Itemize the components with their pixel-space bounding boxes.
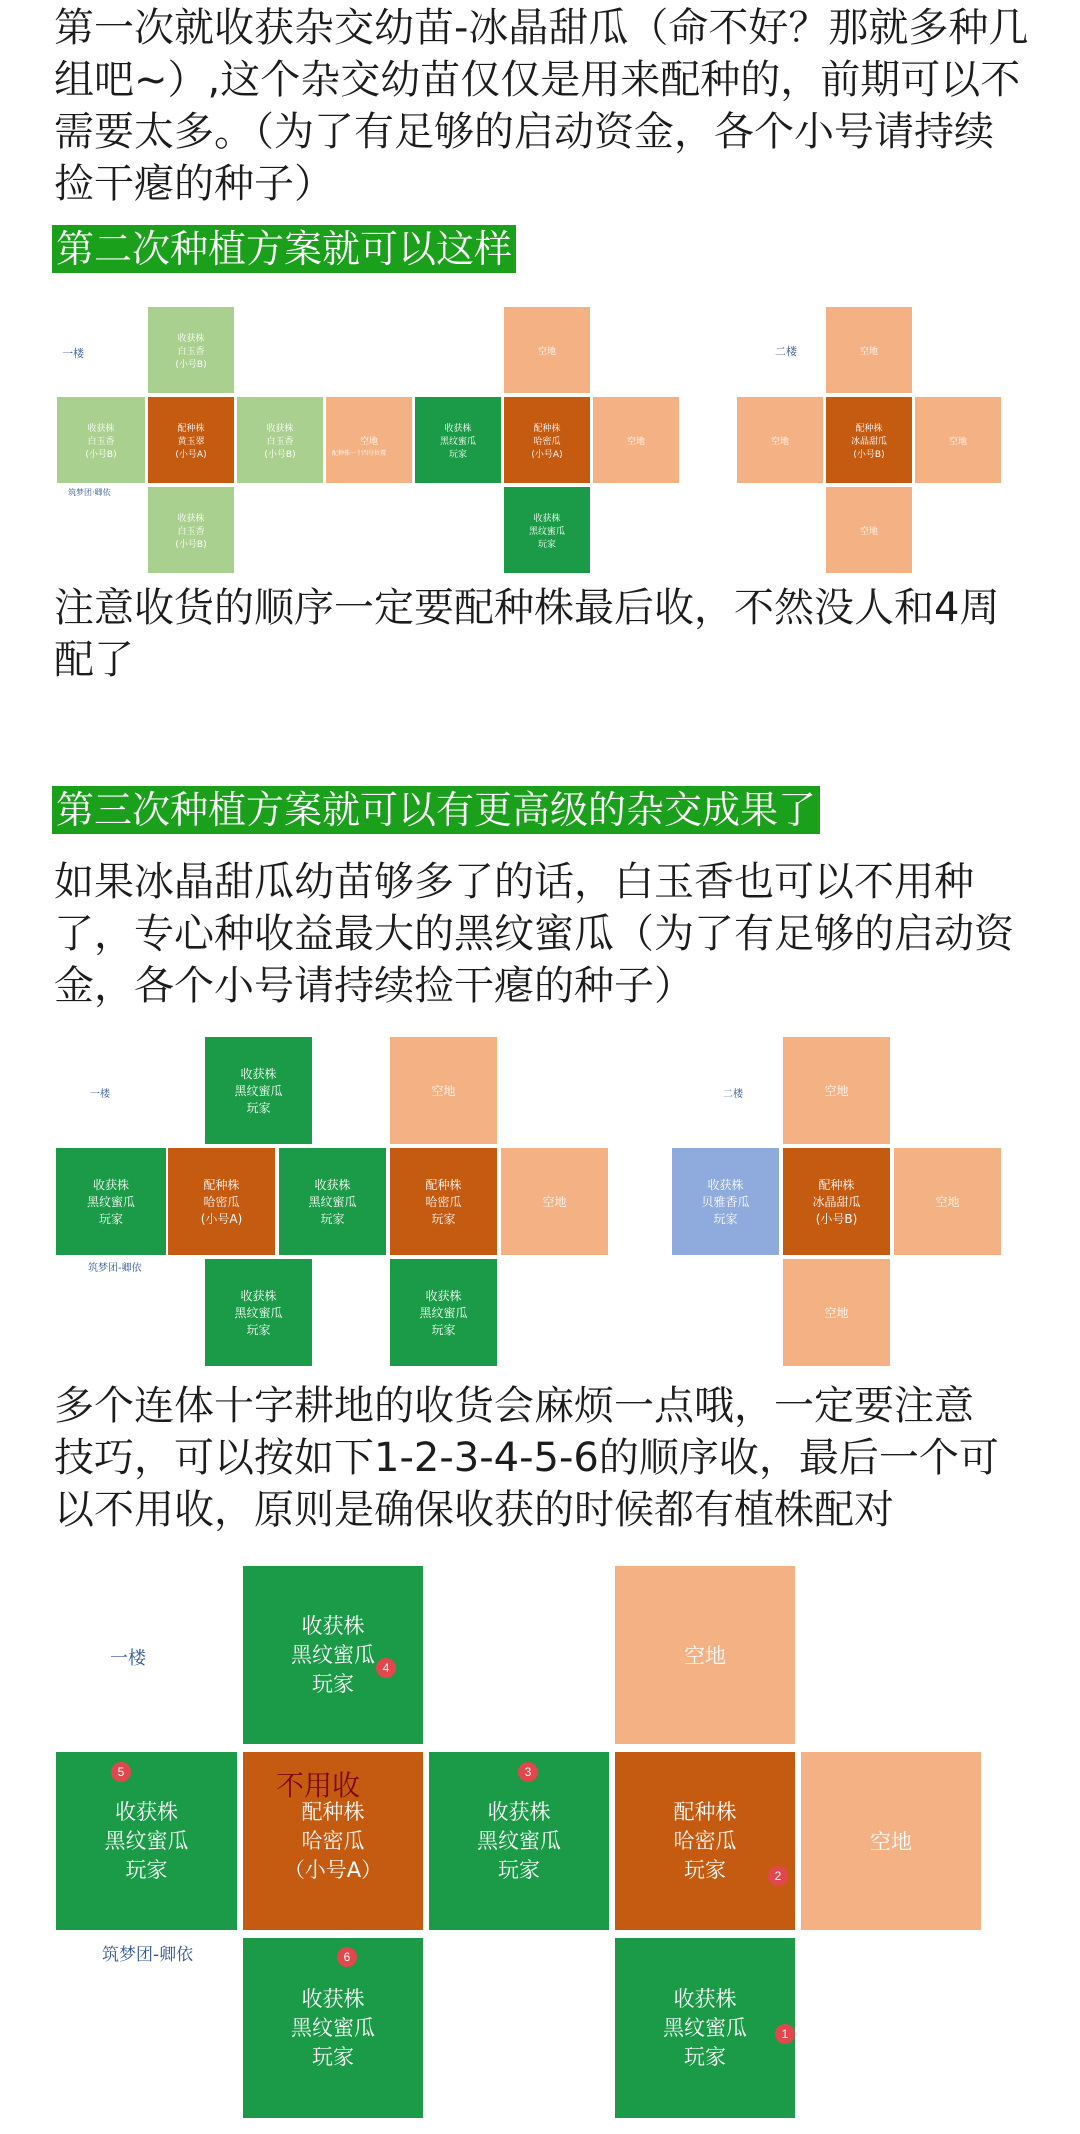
section3-paragraph: 如果冰晶甜瓜幼苗够多了的话，白玉香也可以不用种 了，专心种收益最大的黑纹蜜瓜（为了有足够的启动资 金，各个小号请持续捡干瘪的种子） bbox=[54, 859, 1014, 1009]
cell-harvest-green: 收获株 黑纹蜜瓜 玩家 bbox=[243, 1938, 423, 2118]
cell-harvest-light: 收获株 白玉香 (小号B) bbox=[237, 397, 323, 483]
cell-empty: 空地 bbox=[783, 1037, 890, 1144]
order-badge: 6 bbox=[337, 1947, 357, 1967]
cell-empty: 空地 bbox=[894, 1148, 1001, 1255]
cell-empty bbox=[326, 397, 412, 483]
order-badge: 2 bbox=[768, 1866, 788, 1886]
cell-empty: 空地 bbox=[826, 307, 912, 393]
cell-empty: 空地 bbox=[915, 397, 1001, 483]
cell-harvest-green: 收获株 黑纹蜜瓜 玩家 bbox=[415, 397, 501, 483]
floor2-label: 二楼 bbox=[775, 345, 797, 358]
cell-label: 空地 bbox=[359, 436, 378, 447]
cell-harvest-green: 收获株 黑纹蜜瓜 玩家 bbox=[243, 1566, 423, 1744]
cell-subtext: 配种株一十四号位置 bbox=[332, 450, 387, 457]
intro-paragraph: 第一次就收获杂交幼苗-冰晶甜瓜（命不好？那就多种几 组吧~）,这个杂交幼苗仅仅是用来配种的，前期可以不 需要太多。（为了有足够的启动资金，各个小号请持续 捡干瘪的种子） bbox=[54, 5, 1029, 207]
section2-note: 注意收货的顺序一定要配种株最后收，不然没人和4周 配了 bbox=[54, 585, 1000, 683]
cell-empty: 空地 bbox=[504, 307, 590, 393]
cell-harvest-blue: 收获株 贝雅香瓜 玩家 bbox=[672, 1148, 779, 1255]
cell-harvest-green: 收获株 黑纹蜜瓜 玩家 bbox=[205, 1037, 312, 1144]
cell-harvest-light: 收获株 白玉香 (小号B) bbox=[57, 397, 145, 483]
cell-harvest-light: 收获株 白玉香 (小号B) bbox=[148, 487, 234, 573]
cell-breeding-brown: 配种株 冰晶甜瓜 (小号B) bbox=[826, 397, 912, 483]
order-badge: 5 bbox=[111, 1762, 131, 1782]
cell-harvest-green: 收获株 黑纹蜜瓜 玩家 bbox=[429, 1752, 609, 1930]
cell-empty: 空地 bbox=[737, 397, 823, 483]
cell-breeding-brown: 配种株 黄玉翠 (小号A) bbox=[148, 397, 234, 483]
order-badge: 4 bbox=[376, 1658, 396, 1678]
cell-breeding-brown: 配种株 冰晶甜瓜 (小号B) bbox=[783, 1148, 890, 1255]
cell-breeding-brown: 配种株 哈密瓜 玩家 bbox=[390, 1148, 497, 1255]
cell-harvest-light: 收获株 白玉香 (小号B) bbox=[148, 307, 234, 393]
floor1-label: 一楼 bbox=[90, 1089, 110, 1100]
order-badge: 3 bbox=[518, 1762, 538, 1782]
cell-harvest-green: 收获株 黑纹蜜瓜 玩家 bbox=[279, 1148, 386, 1255]
cell-harvest-green: 收获株 黑纹蜜瓜 玩家 bbox=[504, 487, 590, 573]
section4-paragraph: 多个连体十字耕地的收货会麻烦一点哦，一定要注意 技巧，可以按如下1-2-3-4-5-6的顺序收，最后一个可 以不用收，原则是确保收获的时候都有植株配对 bbox=[54, 1383, 999, 1533]
cell-empty: 空地 bbox=[826, 487, 912, 573]
cell-harvest-green: 收获株 黑纹蜜瓜 玩家 bbox=[56, 1752, 237, 1930]
floor2-label: 二楼 bbox=[723, 1089, 743, 1100]
cell-breeding-brown: 配种株 哈密瓜 玩家 bbox=[615, 1752, 795, 1930]
floor1-label: 一楼 bbox=[62, 347, 84, 360]
cell-breeding-brown: 配种株 哈密瓜 (小号A) bbox=[504, 397, 590, 483]
cell-harvest-green: 收获株 黑纹蜜瓜 玩家 bbox=[615, 1938, 795, 2118]
cell-harvest-green: 收获株 黑纹蜜瓜 玩家 bbox=[56, 1148, 166, 1255]
not-harvest-note: 不用收 bbox=[276, 1769, 361, 1802]
cell-breeding-brown: 配种株 哈密瓜 （小号A） bbox=[243, 1752, 423, 1930]
floor1-label: 一楼 bbox=[110, 1648, 146, 1669]
cell-empty: 空地 bbox=[390, 1037, 497, 1144]
section3-heading: 第三次种植方案就可以有更高级的杂交成果了 bbox=[52, 786, 820, 834]
cell-harvest-green: 收获株 黑纹蜜瓜 玩家 bbox=[390, 1259, 497, 1366]
credit-label: 筑梦团-卿依 bbox=[88, 1263, 142, 1274]
cell-empty: 空地 bbox=[615, 1566, 795, 1744]
cell-empty: 空地 bbox=[783, 1259, 890, 1366]
credit-label: 筑梦团-卿依 bbox=[102, 1945, 194, 1965]
section2-heading: 第二次种植方案就可以这样 bbox=[52, 225, 516, 273]
cell-empty: 空地 bbox=[801, 1752, 981, 1930]
cell-empty: 空地 bbox=[501, 1148, 608, 1255]
order-badge: 1 bbox=[775, 2024, 795, 2044]
credit-label: 筑梦团·卿依 bbox=[68, 488, 111, 497]
cell-harvest-green: 收获株 黑纹蜜瓜 玩家 bbox=[205, 1259, 312, 1366]
cell-breeding-brown: 配种株 哈密瓜 (小号A) bbox=[168, 1148, 275, 1255]
cell-empty: 空地 bbox=[593, 397, 679, 483]
